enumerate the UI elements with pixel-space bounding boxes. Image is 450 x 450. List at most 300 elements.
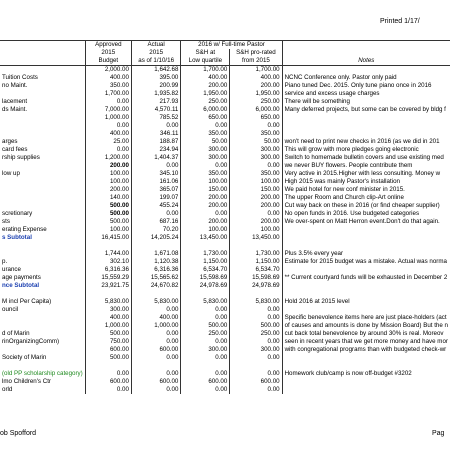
row-note: [282, 282, 450, 290]
header-cell: Budget: [85, 57, 131, 66]
table-row: [0, 330, 450, 338]
row-actual-value: 0.00: [131, 354, 180, 362]
row-low-value: 200.00: [181, 194, 230, 202]
row-note: We paid hotel for new conf minister in 2015.: [284, 186, 405, 193]
row-budget-value: 1,200.00: [85, 154, 131, 162]
row-budget-value: 400.00: [85, 74, 131, 82]
row-actual-value: 1,000.00: [131, 322, 180, 330]
row-prorated-value: 300.00: [230, 154, 282, 162]
row-prorated-value: 24,978.69: [230, 282, 282, 290]
notes-header: Notes: [282, 57, 450, 66]
row-prorated-value: 400.00: [230, 74, 282, 82]
row-label: [0, 314, 85, 322]
table-row: [0, 154, 450, 162]
row-prorated-value: 0.00: [230, 314, 282, 322]
row-label: [0, 250, 85, 258]
row-low-value: 0.00: [181, 210, 230, 218]
row-budget-value: 500.00: [85, 354, 131, 362]
row-note: with congregational programs than with budgeted check-wr: [284, 346, 447, 353]
row-budget-value: 400.00: [85, 314, 131, 322]
row-prorated-value: 100.00: [230, 178, 282, 186]
row-prorated-value: 0.00: [230, 306, 282, 314]
row-low-value: 6,000.00: [181, 106, 230, 114]
row-low-value: 0.00: [181, 354, 230, 362]
row-label: ds Maint.: [0, 106, 85, 114]
header-cell: S&H pro-rated: [230, 49, 282, 57]
row-note: [282, 122, 450, 130]
table-row: [0, 378, 450, 386]
row-actual-value: 188.87: [131, 138, 180, 146]
row-prorated-value: 0.00: [230, 338, 282, 346]
row-note: There will be something: [284, 98, 350, 105]
row-note: Plus 3.5% every year: [284, 250, 344, 257]
row-budget-value: 1,744.00: [85, 250, 131, 258]
row-actual-value: 0.00: [131, 162, 180, 170]
row-label: [0, 114, 85, 122]
row-budget-value: 2,000.00: [85, 66, 131, 75]
row-budget-value: 0.00: [85, 146, 131, 154]
table-row: [0, 266, 450, 274]
row-budget-value: 350.00: [85, 82, 131, 90]
row-label: [0, 122, 85, 130]
table-row: [0, 138, 450, 146]
row-prorated-value: 350.00: [230, 130, 282, 138]
row-note: Hold 2016 at 2015 level: [284, 298, 350, 305]
row-prorated-value: 6,000.00: [230, 106, 282, 114]
row-actual-value: 0.00: [131, 306, 180, 314]
row-prorated-value: 300.00: [230, 146, 282, 154]
row-budget-value: 25.00: [85, 138, 131, 146]
header-cell: from 2015: [230, 57, 282, 66]
row-prorated-value: 50.00: [230, 138, 282, 146]
row-actual-value: 1,935.82: [131, 90, 180, 98]
row-prorated-value: 650.00: [230, 114, 282, 122]
row-prorated-value: 150.00: [230, 186, 282, 194]
row-label: [0, 162, 85, 170]
row-budget-value: 1,700.00: [85, 90, 131, 98]
row-prorated-value: 15,598.69: [230, 274, 282, 282]
row-prorated-value: 0.00: [230, 386, 282, 394]
row-label: (old PP scholarship category): [0, 370, 85, 378]
table-row: [0, 322, 450, 330]
row-budget-value: 100.00: [85, 170, 131, 178]
row-actual-value: 600.00: [131, 378, 180, 386]
row-label: orld: [0, 386, 85, 394]
header-cell: [0, 57, 85, 66]
row-actual-value: 14,205.24: [131, 234, 180, 242]
row-prorated-value: 500.00: [230, 322, 282, 330]
row-prorated-value: 250.00: [230, 98, 282, 106]
row-label: [0, 242, 85, 250]
row-prorated-value: 0.00: [230, 162, 282, 170]
row-low-value: 100.00: [181, 226, 230, 234]
row-low-value: 0.00: [181, 370, 230, 378]
row-actual-value: 600.00: [131, 346, 180, 354]
row-actual-value: 199.07: [131, 194, 180, 202]
row-prorated-value: [230, 290, 282, 298]
table-row: [0, 362, 450, 370]
row-actual-value: 687.16: [131, 218, 180, 226]
row-label: [0, 90, 85, 98]
row-label: ouncil: [0, 306, 85, 314]
row-budget-value: 400.00: [85, 130, 131, 138]
row-budget-value: [85, 242, 131, 250]
row-label: age payments: [0, 274, 85, 282]
row-prorated-value: [230, 242, 282, 250]
row-prorated-value: 1,150.00: [230, 258, 282, 266]
row-low-value: 0.00: [181, 314, 230, 322]
row-budget-value: 0.00: [85, 386, 131, 394]
row-budget-value: 200.00: [85, 162, 131, 170]
header-cell: [0, 41, 85, 50]
row-actual-value: 4,570.11: [131, 106, 180, 114]
row-note: We over-spent on Matt Herron event.Don't do that again.: [284, 218, 440, 225]
row-low-value: [181, 242, 230, 250]
row-note: [282, 354, 450, 362]
row-label: arges: [0, 138, 85, 146]
row-budget-value: 140.00: [85, 194, 131, 202]
row-label: rship supplies: [0, 154, 85, 162]
row-actual-value: 70.20: [131, 226, 180, 234]
row-prorated-value: [230, 362, 282, 370]
row-note: [282, 114, 450, 122]
row-budget-value: 16,415.00: [85, 234, 131, 242]
row-low-value: 0.00: [181, 306, 230, 314]
header-cell: S&H at: [181, 49, 230, 57]
table-row: [0, 202, 450, 210]
row-low-value: 300.00: [181, 346, 230, 354]
table-row: [0, 306, 450, 314]
row-label: [0, 130, 85, 138]
row-low-value: 1,150.00: [181, 258, 230, 266]
row-prorated-value: 600.00: [230, 378, 282, 386]
header-cell: 2015: [85, 49, 131, 57]
row-note: Piano tuned Dec. 2015. Only tune piano once in 2016: [284, 82, 432, 89]
row-label: urance: [0, 266, 85, 274]
row-low-value: 24,978.69: [181, 282, 230, 290]
row-label: [0, 194, 85, 202]
row-actual-value: 217.93: [131, 98, 180, 106]
row-note: [282, 266, 450, 274]
row-prorated-value: 250.00: [230, 330, 282, 338]
row-budget-value: 7,000.00: [85, 106, 131, 114]
row-prorated-value: 1,730.00: [230, 250, 282, 258]
table-row: [0, 114, 450, 122]
table-row: [0, 178, 450, 186]
row-label: sts: [0, 218, 85, 226]
table-row: [0, 170, 450, 178]
header-cell: as of 1/10/16: [131, 57, 180, 66]
row-prorated-value: 0.00: [230, 370, 282, 378]
header-row-2: [0, 49, 450, 57]
row-low-value: 350.00: [181, 130, 230, 138]
row-budget-value: 0.00: [85, 370, 131, 378]
row-note: Cut way back on these in 2016 (or find cheaper supplier): [284, 202, 440, 209]
row-note: cut back total benevolence by around 30% is real. Moreov: [284, 330, 444, 337]
row-note: [282, 234, 450, 242]
row-low-value: 0.00: [181, 122, 230, 130]
row-actual-value: 400.00: [131, 314, 180, 322]
row-actual-value: 5,830.00: [131, 298, 180, 306]
table-row: [0, 386, 450, 394]
header-cell: Actual: [131, 41, 180, 50]
row-actual-value: [131, 242, 180, 250]
row-budget-value: 5,830.00: [85, 298, 131, 306]
header-cell: Approved: [85, 41, 131, 50]
row-prorated-value: 6,534.70: [230, 266, 282, 274]
table-row: [0, 274, 450, 282]
header-row-1: [0, 41, 450, 50]
row-actual-value: 1,671.08: [131, 250, 180, 258]
row-note: service and excess usage charges: [284, 90, 380, 97]
footer-author: ob Spofford: [0, 430, 37, 437]
row-actual-value: 395.00: [131, 74, 180, 82]
table-row: [0, 314, 450, 322]
row-prorated-value: 13,450.00: [230, 234, 282, 242]
row-budget-value: 23,921.75: [85, 282, 131, 290]
row-budget-value: 600.00: [85, 346, 131, 354]
table-row: [0, 218, 450, 226]
row-budget-value: 0.00: [85, 122, 131, 130]
row-label: Society of Marin: [0, 354, 85, 362]
header-cell: 2016 w/ Full-time Pastor: [181, 41, 282, 50]
row-actual-value: 0.00: [131, 122, 180, 130]
row-actual-value: 161.06: [131, 178, 180, 186]
row-low-value: 1,700.00: [181, 66, 230, 75]
table-row: [0, 250, 450, 258]
row-low-value: 50.00: [181, 138, 230, 146]
table-row: [0, 98, 450, 106]
row-actual-value: 0.00: [131, 370, 180, 378]
row-budget-value: 600.00: [85, 378, 131, 386]
row-budget-value: 500.00: [85, 330, 131, 338]
row-low-value: 350.00: [181, 170, 230, 178]
row-low-value: 150.00: [181, 186, 230, 194]
row-prorated-value: 0.00: [230, 354, 282, 362]
row-actual-value: 0.00: [131, 330, 180, 338]
table-row: [0, 162, 450, 170]
row-budget-value: 302.10: [85, 258, 131, 266]
row-label: [0, 322, 85, 330]
row-label: [0, 202, 85, 210]
table-row: [0, 338, 450, 346]
row-note: [282, 362, 450, 370]
row-label: [0, 178, 85, 186]
row-low-value: 500.00: [181, 322, 230, 330]
row-label: card fees: [0, 146, 85, 154]
row-budget-value: 1,000.00: [85, 322, 131, 330]
row-note: Many deferred projects, but some can be covered by bldg f: [284, 106, 446, 113]
budget-table: [0, 40, 450, 394]
row-low-value: 0.00: [181, 162, 230, 170]
header-cell: [0, 49, 85, 57]
table-row: [0, 354, 450, 362]
row-actual-value: 0.00: [131, 338, 180, 346]
row-note: No open funds in 2016. Use budgeted categories: [284, 210, 420, 217]
row-low-value: 300.00: [181, 146, 230, 154]
table-row: [0, 194, 450, 202]
row-label: [0, 346, 85, 354]
row-label: nce Subtotal: [0, 282, 85, 290]
printed-date: Printed 1/17/: [380, 18, 420, 25]
row-prorated-value: 5,830.00: [230, 298, 282, 306]
table-row: [0, 90, 450, 98]
row-budget-value: 200.00: [85, 186, 131, 194]
table-row: [0, 290, 450, 298]
row-prorated-value: 200.00: [230, 82, 282, 90]
table-row: [0, 226, 450, 234]
row-label: erating Expense: [0, 226, 85, 234]
table-row: [0, 186, 450, 194]
row-budget-value: 750.00: [85, 338, 131, 346]
row-low-value: [181, 290, 230, 298]
row-budget-value: [85, 290, 131, 298]
row-low-value: 650.00: [181, 114, 230, 122]
row-note: [282, 306, 450, 314]
row-prorated-value: 200.00: [230, 218, 282, 226]
row-low-value: 200.00: [181, 82, 230, 90]
row-actual-value: 785.52: [131, 114, 180, 122]
row-label: d of Marin: [0, 330, 85, 338]
row-note: of causes and amounts is done by Mission Board) But the n: [284, 322, 448, 329]
row-actual-value: [131, 290, 180, 298]
table-row: [0, 210, 450, 218]
row-note: Switch to homemade bulletin covers and use existing med: [284, 154, 444, 161]
row-low-value: 1,950.00: [181, 90, 230, 98]
header-cell: [282, 49, 450, 57]
row-low-value: 250.00: [181, 330, 230, 338]
table-row: [0, 242, 450, 250]
row-actual-value: 6,316.36: [131, 266, 180, 274]
table-row: [0, 282, 450, 290]
row-budget-value: 0.00: [85, 98, 131, 106]
row-actual-value: 234.94: [131, 146, 180, 154]
row-note: Homework club/camp is now off-budget #3202: [284, 370, 412, 377]
row-low-value: 400.00: [181, 74, 230, 82]
row-note: we never BUY flowers. People contribute them: [284, 162, 413, 169]
row-label: Tuition Costs: [0, 74, 85, 82]
row-budget-value: 100.00: [85, 178, 131, 186]
table-row: [0, 298, 450, 306]
row-label: M incl Per Capita): [0, 298, 85, 306]
row-low-value: 600.00: [181, 378, 230, 386]
row-low-value: 13,450.00: [181, 234, 230, 242]
row-label: no Maint.: [0, 82, 85, 90]
row-prorated-value: 100.00: [230, 226, 282, 234]
table-row: [0, 346, 450, 354]
row-label: [0, 66, 85, 75]
row-label: [0, 186, 85, 194]
row-low-value: 250.00: [181, 98, 230, 106]
row-note: seen in recent years that we get more money and have mor: [284, 338, 448, 345]
row-budget-value: 300.00: [85, 306, 131, 314]
row-note: Estimate for 2015 budget was a mistake. Actual was norma: [284, 258, 447, 265]
row-actual-value: 200.99: [131, 82, 180, 90]
row-actual-value: [131, 362, 180, 370]
row-low-value: 200.00: [181, 218, 230, 226]
row-prorated-value: 200.00: [230, 194, 282, 202]
row-note: won't need to print new checks in 2016 (as we did in 201: [284, 138, 440, 145]
table-row: [0, 122, 450, 130]
row-label: lmo Children's Ctr: [0, 378, 85, 386]
row-prorated-value: 1,700.00: [230, 66, 282, 75]
row-label: low up: [0, 170, 85, 178]
row-note: [282, 378, 450, 386]
row-actual-value: 1,404.37: [131, 154, 180, 162]
row-low-value: 15,598.69: [181, 274, 230, 282]
table-row: [0, 234, 450, 242]
row-note: [282, 226, 450, 234]
row-low-value: 0.00: [181, 338, 230, 346]
row-note: The upper Room and Church clip-Art online: [284, 194, 404, 201]
row-prorated-value: 0.00: [230, 210, 282, 218]
row-actual-value: 365.07: [131, 186, 180, 194]
header-cell: 2015: [131, 49, 180, 57]
row-note: High 2015 was mainly Pastor's installation: [284, 178, 400, 185]
row-budget-value: 6,316.36: [85, 266, 131, 274]
row-budget-value: 500.00: [85, 218, 131, 226]
row-note: [282, 290, 450, 298]
row-prorated-value: 0.00: [230, 122, 282, 130]
row-note: [282, 66, 450, 75]
table-row: [0, 370, 450, 378]
row-actual-value: 455.24: [131, 202, 180, 210]
row-budget-value: 1,000.00: [85, 114, 131, 122]
row-actual-value: 0.00: [131, 386, 180, 394]
header-cell: [282, 41, 450, 50]
row-budget-value: 100.00: [85, 226, 131, 234]
row-budget-value: 500.00: [85, 210, 131, 218]
row-actual-value: 1,642.68: [131, 66, 180, 75]
row-prorated-value: 1,950.00: [230, 90, 282, 98]
table-row: [0, 82, 450, 90]
row-label: [0, 290, 85, 298]
row-low-value: 100.00: [181, 178, 230, 186]
row-low-value: 0.00: [181, 386, 230, 394]
row-note: [282, 242, 450, 250]
row-label: lacement: [0, 98, 85, 106]
row-prorated-value: 300.00: [230, 346, 282, 354]
row-label: rinOrganizingComm): [0, 338, 85, 346]
row-note: ** Current courtyard funds will be exhausted in December 2: [284, 274, 448, 281]
row-actual-value: 24,670.82: [131, 282, 180, 290]
row-actual-value: 15,565.62: [131, 274, 180, 282]
row-prorated-value: 200.00: [230, 202, 282, 210]
row-budget-value: 15,559.29: [85, 274, 131, 282]
table-row: [0, 74, 450, 82]
table-row: [0, 258, 450, 266]
table-row: [0, 106, 450, 114]
table-row: [0, 146, 450, 154]
header-cell: Low quartile: [181, 57, 230, 66]
row-low-value: 300.00: [181, 154, 230, 162]
row-actual-value: 346.11: [131, 130, 180, 138]
table-row: [0, 66, 450, 75]
row-note: [282, 130, 450, 138]
row-note: [282, 386, 450, 394]
row-label: [0, 362, 85, 370]
row-actual-value: 0.00: [131, 210, 180, 218]
row-note: Very active in 2015.Higher with less consulting. Money w: [284, 170, 441, 177]
row-low-value: 200.00: [181, 202, 230, 210]
row-label: scretionary: [0, 210, 85, 218]
row-label: s Subtotal: [0, 234, 85, 242]
row-low-value: 5,830.00: [181, 298, 230, 306]
row-note: This will grow with more pledges going electronic: [284, 146, 419, 153]
row-label: p.: [0, 258, 85, 266]
row-note: Specific benevolence items here are just place-holders (act: [284, 314, 447, 321]
row-actual-value: 1,120.38: [131, 258, 180, 266]
